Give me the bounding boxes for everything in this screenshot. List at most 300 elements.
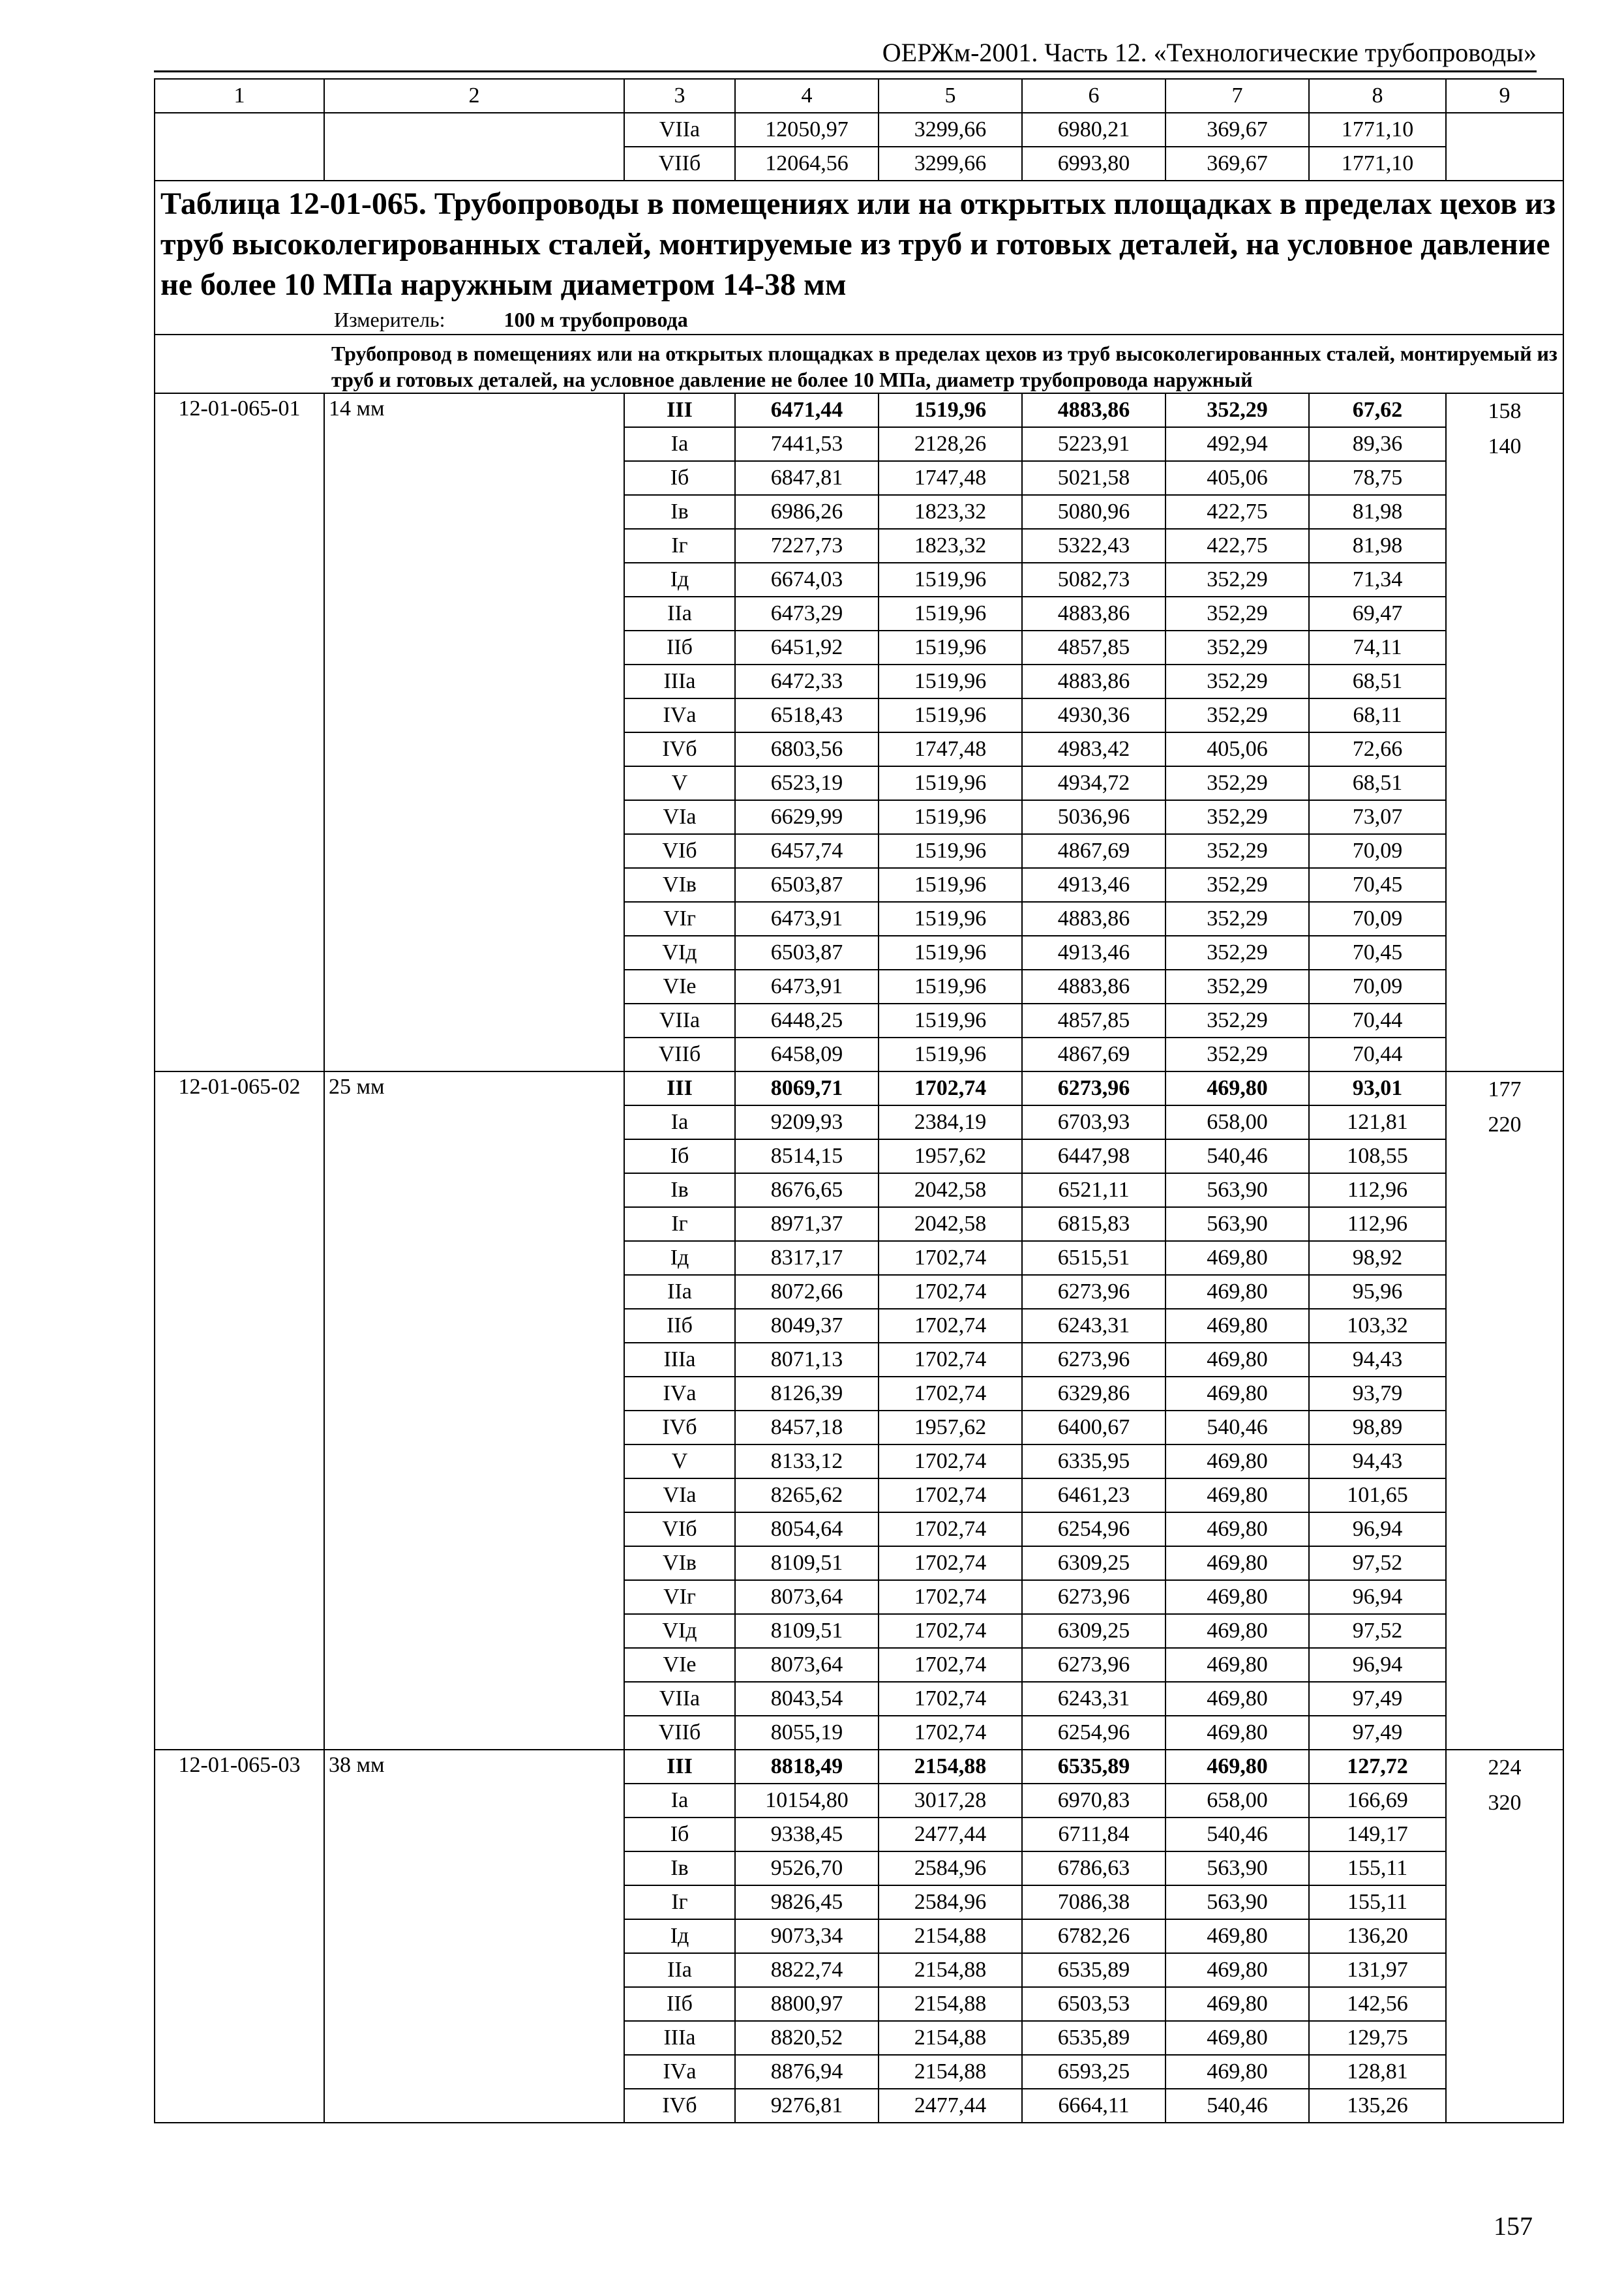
value-cell: 9338,45 <box>735 1818 879 1851</box>
table-description: Трубопровод в помещениях или на открытых площадках в пределах цехов из труб высоколегированных сталей, монтируемый из труб и готовых деталей, на условное давление не более 10 МПа, диаметр трубопровода наружный <box>155 335 1563 393</box>
value-cell: 6451,92 <box>735 631 879 665</box>
value-cell: 352,29 <box>1165 393 1309 427</box>
value-cell: 2042,58 <box>879 1173 1022 1207</box>
value-cell: 6986,26 <box>735 495 879 529</box>
zone-cell: III <box>624 393 735 427</box>
value-cell: 6471,44 <box>735 393 879 427</box>
value-cell: 469,80 <box>1165 1444 1309 1478</box>
pipe-diameter: 14 мм <box>324 393 624 1071</box>
value-cell: 6503,87 <box>735 936 879 970</box>
value-cell: 1771,10 <box>1309 147 1446 181</box>
value-cell: 4867,69 <box>1022 1038 1165 1071</box>
value-cell: 352,29 <box>1165 597 1309 631</box>
mass-value: 177 <box>1488 1077 1522 1101</box>
zone-cell: VIIа <box>624 113 735 147</box>
value-cell: 540,46 <box>1165 2089 1309 2123</box>
value-cell: 4934,72 <box>1022 766 1165 800</box>
value-cell: 563,90 <box>1165 1173 1309 1207</box>
value-cell: 1823,32 <box>879 529 1022 563</box>
value-cell: 78,75 <box>1309 461 1446 495</box>
value-cell: 93,01 <box>1309 1071 1446 1105</box>
value-cell: 658,00 <box>1165 1105 1309 1139</box>
value-cell: 12050,97 <box>735 113 879 147</box>
zone-cell: V <box>624 1444 735 1478</box>
zone-cell: V <box>624 766 735 800</box>
value-cell: 4913,46 <box>1022 936 1165 970</box>
value-cell: 70,09 <box>1309 970 1446 1004</box>
empty-mass-cell <box>1446 113 1563 181</box>
value-cell: 96,94 <box>1309 1648 1446 1682</box>
value-cell: 352,29 <box>1165 1004 1309 1038</box>
value-cell: 1519,96 <box>879 1004 1022 1038</box>
zone-cell: Iб <box>624 1818 735 1851</box>
value-cell: 97,49 <box>1309 1682 1446 1716</box>
value-cell: 6782,26 <box>1022 1919 1165 1953</box>
value-cell: 8876,94 <box>735 2055 879 2089</box>
value-cell: 469,80 <box>1165 1648 1309 1682</box>
zone-cell: VIа <box>624 1478 735 1512</box>
value-cell: 1702,74 <box>879 1377 1022 1411</box>
value-cell: 352,29 <box>1165 868 1309 902</box>
zone-cell: Iв <box>624 1173 735 1207</box>
value-cell: 1519,96 <box>879 766 1022 800</box>
column-number: 7 <box>1165 79 1309 113</box>
value-cell: 1702,74 <box>879 1512 1022 1546</box>
value-cell: 96,94 <box>1309 1512 1446 1546</box>
zone-cell: IVа <box>624 698 735 732</box>
value-cell: 8317,17 <box>735 1241 879 1275</box>
value-cell: 352,29 <box>1165 834 1309 868</box>
column-number: 2 <box>324 79 624 113</box>
value-cell: 469,80 <box>1165 1716 1309 1750</box>
value-cell: 469,80 <box>1165 1071 1309 1105</box>
zone-cell: IIб <box>624 631 735 665</box>
value-cell: 6243,31 <box>1022 1309 1165 1343</box>
value-cell: 9826,45 <box>735 1885 879 1919</box>
value-cell: 9526,70 <box>735 1851 879 1885</box>
value-cell: 6329,86 <box>1022 1377 1165 1411</box>
value-cell: 8265,62 <box>735 1478 879 1512</box>
value-cell: 469,80 <box>1165 1343 1309 1377</box>
zone-cell: IVа <box>624 2055 735 2089</box>
value-cell: 94,43 <box>1309 1444 1446 1478</box>
value-cell: 658,00 <box>1165 1784 1309 1818</box>
value-cell: 68,51 <box>1309 766 1446 800</box>
value-cell: 469,80 <box>1165 1241 1309 1275</box>
value-cell: 6629,99 <box>735 800 879 834</box>
value-cell: 6273,96 <box>1022 1071 1165 1105</box>
value-cell: 1519,96 <box>879 563 1022 597</box>
value-cell: 6400,67 <box>1022 1411 1165 1444</box>
value-cell: 6461,23 <box>1022 1478 1165 1512</box>
value-cell: 6473,29 <box>735 597 879 631</box>
rate-code: 12-01-065-02 <box>155 1071 324 1750</box>
value-cell: 70,09 <box>1309 902 1446 936</box>
value-cell: 469,80 <box>1165 1275 1309 1309</box>
value-cell: 6503,87 <box>735 868 879 902</box>
value-cell: 469,80 <box>1165 2021 1309 2055</box>
value-cell: 422,75 <box>1165 529 1309 563</box>
value-cell: 8072,66 <box>735 1275 879 1309</box>
value-cell: 6335,95 <box>1022 1444 1165 1478</box>
zone-cell: VIг <box>624 1580 735 1614</box>
value-cell: 97,52 <box>1309 1614 1446 1648</box>
value-cell: 2042,58 <box>879 1207 1022 1241</box>
zone-cell: Iв <box>624 495 735 529</box>
mass-cell <box>1446 1750 1563 2123</box>
value-cell: 3017,28 <box>879 1784 1022 1818</box>
value-cell: 70,44 <box>1309 1004 1446 1038</box>
value-cell: 6786,63 <box>1022 1851 1165 1885</box>
column-number: 3 <box>624 79 735 113</box>
value-cell: 149,17 <box>1309 1818 1446 1851</box>
rate-code: 12-01-065-03 <box>155 1750 324 2123</box>
value-cell: 6664,11 <box>1022 2089 1165 2123</box>
value-cell: 8055,19 <box>735 1716 879 1750</box>
zone-cell: IIа <box>624 1275 735 1309</box>
zone-cell: IIа <box>624 1953 735 1987</box>
zone-cell: VIг <box>624 902 735 936</box>
value-cell: 95,96 <box>1309 1275 1446 1309</box>
value-cell: 3299,66 <box>879 113 1022 147</box>
mass-value: 224 <box>1488 1756 1522 1780</box>
value-cell: 1519,96 <box>879 393 1022 427</box>
value-cell: 1702,74 <box>879 1444 1022 1478</box>
value-cell: 352,29 <box>1165 665 1309 698</box>
value-cell: 469,80 <box>1165 1987 1309 2021</box>
mass-value: 320 <box>1488 1791 1522 1815</box>
value-cell: 2154,88 <box>879 1953 1022 1987</box>
value-cell: 129,75 <box>1309 2021 1446 2055</box>
value-cell: 1519,96 <box>879 902 1022 936</box>
value-cell: 2154,88 <box>879 1919 1022 1953</box>
value-cell: 352,29 <box>1165 563 1309 597</box>
value-cell: 5082,73 <box>1022 563 1165 597</box>
zone-cell: III <box>624 1750 735 1784</box>
column-number: 8 <box>1309 79 1446 113</box>
value-cell: 1747,48 <box>879 461 1022 495</box>
value-cell: 9276,81 <box>735 2089 879 2123</box>
value-cell: 8073,64 <box>735 1648 879 1682</box>
value-cell: 1702,74 <box>879 1343 1022 1377</box>
value-cell: 8054,64 <box>735 1512 879 1546</box>
value-cell: 1519,96 <box>879 1038 1022 1071</box>
value-cell: 2584,96 <box>879 1851 1022 1885</box>
value-cell: 8818,49 <box>735 1750 879 1784</box>
value-cell: 369,67 <box>1165 147 1309 181</box>
zone-cell: VIе <box>624 1648 735 1682</box>
value-cell: 6457,74 <box>735 834 879 868</box>
mass-cell <box>1446 1071 1563 1750</box>
value-cell: 2584,96 <box>879 1885 1022 1919</box>
value-cell: 563,90 <box>1165 1207 1309 1241</box>
zone-cell: VIд <box>624 936 735 970</box>
value-cell: 1519,96 <box>879 834 1022 868</box>
zone-cell: III <box>624 1071 735 1105</box>
value-cell: 5223,91 <box>1022 427 1165 461</box>
zone-cell: Iа <box>624 427 735 461</box>
value-cell: 112,96 <box>1309 1173 1446 1207</box>
value-cell: 1957,62 <box>879 1411 1022 1444</box>
value-cell: 98,92 <box>1309 1241 1446 1275</box>
value-cell: 6535,89 <box>1022 2021 1165 2055</box>
value-cell: 81,98 <box>1309 529 1446 563</box>
header-rule <box>154 70 1537 72</box>
value-cell: 70,45 <box>1309 868 1446 902</box>
value-cell: 72,66 <box>1309 732 1446 766</box>
value-cell: 9073,34 <box>735 1919 879 1953</box>
value-cell: 136,20 <box>1309 1919 1446 1953</box>
value-cell: 4883,86 <box>1022 597 1165 631</box>
column-number: 9 <box>1446 79 1563 113</box>
zone-cell: VIIа <box>624 1682 735 1716</box>
value-cell: 1519,96 <box>879 597 1022 631</box>
value-cell: 6273,96 <box>1022 1580 1165 1614</box>
value-cell: 6473,91 <box>735 902 879 936</box>
value-cell: 6254,96 <box>1022 1716 1165 1750</box>
value-cell: 2154,88 <box>879 1750 1022 1784</box>
value-cell: 8071,13 <box>735 1343 879 1377</box>
zone-cell: VIIа <box>624 1004 735 1038</box>
value-cell: 8800,97 <box>735 1987 879 2021</box>
value-cell: 4983,42 <box>1022 732 1165 766</box>
mass-value: 220 <box>1488 1113 1522 1137</box>
value-cell: 68,11 <box>1309 698 1446 732</box>
value-cell: 6674,03 <box>735 563 879 597</box>
value-cell: 7086,38 <box>1022 1885 1165 1919</box>
value-cell: 1702,74 <box>879 1614 1022 1648</box>
value-cell: 9209,93 <box>735 1105 879 1139</box>
zone-cell: IVа <box>624 1377 735 1411</box>
empty-code-cell <box>155 113 324 181</box>
value-cell: 4883,86 <box>1022 902 1165 936</box>
zone-cell: Iд <box>624 1919 735 1953</box>
value-cell: 67,62 <box>1309 393 1446 427</box>
value-cell: 6309,25 <box>1022 1614 1165 1648</box>
value-cell: 4913,46 <box>1022 868 1165 902</box>
zone-cell: IVб <box>624 732 735 766</box>
value-cell: 6273,96 <box>1022 1275 1165 1309</box>
value-cell: 352,29 <box>1165 902 1309 936</box>
value-cell: 155,11 <box>1309 1885 1446 1919</box>
value-cell: 6803,56 <box>735 732 879 766</box>
zone-cell: Iд <box>624 563 735 597</box>
zone-cell: VIа <box>624 800 735 834</box>
value-cell: 8069,71 <box>735 1071 879 1105</box>
value-cell: 4883,86 <box>1022 665 1165 698</box>
value-cell: 1519,96 <box>879 936 1022 970</box>
table-title-cell <box>155 181 1563 335</box>
value-cell: 1702,74 <box>879 1580 1022 1614</box>
value-cell: 6472,33 <box>735 665 879 698</box>
continuation-row <box>155 113 1563 147</box>
value-cell: 128,81 <box>1309 2055 1446 2089</box>
value-cell: 3299,66 <box>879 147 1022 181</box>
value-cell: 469,80 <box>1165 1919 1309 1953</box>
value-cell: 5322,43 <box>1022 529 1165 563</box>
zone-cell: VIб <box>624 1512 735 1546</box>
value-cell: 2154,88 <box>879 2055 1022 2089</box>
table-row <box>155 1071 1563 1105</box>
value-cell: 8049,37 <box>735 1309 879 1343</box>
zone-cell: Iг <box>624 1207 735 1241</box>
value-cell: 1702,74 <box>879 1648 1022 1682</box>
value-cell: 1519,96 <box>879 970 1022 1004</box>
value-cell: 492,94 <box>1165 427 1309 461</box>
page-header: ОЕРЖм-2001. Часть 12. «Технологические трубопроводы» <box>882 38 1537 67</box>
value-cell: 469,80 <box>1165 1750 1309 1784</box>
value-cell: 8457,18 <box>735 1411 879 1444</box>
value-cell: 2128,26 <box>879 427 1022 461</box>
value-cell: 94,43 <box>1309 1343 1446 1377</box>
value-cell: 103,32 <box>1309 1309 1446 1343</box>
zone-cell: VIб <box>624 834 735 868</box>
table-row <box>155 1750 1563 1784</box>
value-cell: 7441,53 <box>735 427 879 461</box>
value-cell: 5036,96 <box>1022 800 1165 834</box>
value-cell: 6980,21 <box>1022 113 1165 147</box>
value-cell: 135,26 <box>1309 2089 1446 2123</box>
value-cell: 563,90 <box>1165 1851 1309 1885</box>
value-cell: 6593,25 <box>1022 2055 1165 2089</box>
value-cell: 12064,56 <box>735 147 879 181</box>
value-cell: 155,11 <box>1309 1851 1446 1885</box>
value-cell: 68,51 <box>1309 665 1446 698</box>
value-cell: 6518,43 <box>735 698 879 732</box>
value-cell: 1702,74 <box>879 1478 1022 1512</box>
value-cell: 4857,85 <box>1022 1004 1165 1038</box>
value-cell: 469,80 <box>1165 1377 1309 1411</box>
description-row <box>155 335 1563 393</box>
value-cell: 97,49 <box>1309 1716 1446 1750</box>
value-cell: 70,09 <box>1309 834 1446 868</box>
value-cell: 6521,11 <box>1022 1173 1165 1207</box>
value-cell: 6711,84 <box>1022 1818 1165 1851</box>
value-cell: 70,45 <box>1309 936 1446 970</box>
value-cell: 1771,10 <box>1309 113 1446 147</box>
value-cell: 4883,86 <box>1022 970 1165 1004</box>
value-cell: 469,80 <box>1165 1309 1309 1343</box>
value-cell: 352,29 <box>1165 800 1309 834</box>
value-cell: 352,29 <box>1165 970 1309 1004</box>
value-cell: 2477,44 <box>879 2089 1022 2123</box>
mass-cell <box>1446 393 1563 1071</box>
value-cell: 101,65 <box>1309 1478 1446 1512</box>
value-cell: 6448,25 <box>735 1004 879 1038</box>
zone-cell: IVб <box>624 1411 735 1444</box>
value-cell: 6703,93 <box>1022 1105 1165 1139</box>
value-cell: 405,06 <box>1165 732 1309 766</box>
rates-table <box>154 78 1564 2123</box>
pipe-diameter: 25 мм <box>324 1071 624 1750</box>
value-cell: 5021,58 <box>1022 461 1165 495</box>
value-cell: 6243,31 <box>1022 1682 1165 1716</box>
value-cell: 469,80 <box>1165 2055 1309 2089</box>
value-cell: 10154,80 <box>735 1784 879 1818</box>
value-cell: 352,29 <box>1165 766 1309 800</box>
value-cell: 2384,19 <box>879 1105 1022 1139</box>
zone-cell: VIIб <box>624 1038 735 1071</box>
value-cell: 540,46 <box>1165 1139 1309 1173</box>
value-cell: 1519,96 <box>879 665 1022 698</box>
value-cell: 8133,12 <box>735 1444 879 1478</box>
value-cell: 6309,25 <box>1022 1546 1165 1580</box>
empty-name-cell <box>324 113 624 181</box>
value-cell: 1702,74 <box>879 1241 1022 1275</box>
value-cell: 352,29 <box>1165 936 1309 970</box>
value-cell: 469,80 <box>1165 1512 1309 1546</box>
value-cell: 1702,74 <box>879 1071 1022 1105</box>
zone-cell: IIIа <box>624 665 735 698</box>
value-cell: 540,46 <box>1165 1818 1309 1851</box>
zone-cell: IIб <box>624 1987 735 2021</box>
zone-cell: VIIб <box>624 1716 735 1750</box>
zone-cell: Iд <box>624 1241 735 1275</box>
zone-cell: Iа <box>624 1105 735 1139</box>
zone-cell: VIе <box>624 970 735 1004</box>
rate-code: 12-01-065-01 <box>155 393 324 1071</box>
value-cell: 1702,74 <box>879 1716 1022 1750</box>
value-cell: 127,72 <box>1309 1750 1446 1784</box>
value-cell: 8971,37 <box>735 1207 879 1241</box>
value-cell: 1702,74 <box>879 1275 1022 1309</box>
column-number: 6 <box>1022 79 1165 113</box>
value-cell: 71,34 <box>1309 563 1446 597</box>
value-cell: 469,80 <box>1165 1478 1309 1512</box>
value-cell: 1702,74 <box>879 1309 1022 1343</box>
value-cell: 6273,96 <box>1022 1648 1165 1682</box>
value-cell: 6515,51 <box>1022 1241 1165 1275</box>
value-cell: 1747,48 <box>879 732 1022 766</box>
zone-cell: Iг <box>624 529 735 563</box>
table-title: Таблица 12-01-065. Трубопроводы в помещениях или на открытых площадках в пределах цехов из труб высоколегированных сталей, монтируемые из труб и готовых деталей, на условное давление не более 10 МПа наружным диаметром 14-38 мм <box>160 187 1556 302</box>
zone-cell: VIв <box>624 1546 735 1580</box>
value-cell: 6535,89 <box>1022 1750 1165 1784</box>
value-cell: 1702,74 <box>879 1682 1022 1716</box>
column-number: 1 <box>155 79 324 113</box>
table-row <box>155 393 1563 427</box>
mass-value: 140 <box>1488 434 1522 458</box>
value-cell: 5080,96 <box>1022 495 1165 529</box>
value-cell: 352,29 <box>1165 1038 1309 1071</box>
value-cell: 352,29 <box>1165 698 1309 732</box>
value-cell: 4867,69 <box>1022 834 1165 868</box>
value-cell: 1519,96 <box>879 698 1022 732</box>
value-cell: 108,55 <box>1309 1139 1446 1173</box>
value-cell: 93,79 <box>1309 1377 1446 1411</box>
value-cell: 8126,39 <box>735 1377 879 1411</box>
value-cell: 8822,74 <box>735 1953 879 1987</box>
zone-cell: VIIб <box>624 147 735 181</box>
value-cell: 6273,96 <box>1022 1343 1165 1377</box>
value-cell: 166,69 <box>1309 1784 1446 1818</box>
value-cell: 2154,88 <box>879 2021 1022 2055</box>
value-cell: 6458,09 <box>735 1038 879 1071</box>
value-cell: 540,46 <box>1165 1411 1309 1444</box>
zone-cell: IIб <box>624 1309 735 1343</box>
column-number-row <box>155 79 1563 113</box>
value-cell: 8676,65 <box>735 1173 879 1207</box>
zone-cell: IIа <box>624 597 735 631</box>
value-cell: 8820,52 <box>735 2021 879 2055</box>
value-cell: 6447,98 <box>1022 1139 1165 1173</box>
value-cell: 1702,74 <box>879 1546 1022 1580</box>
value-cell: 6535,89 <box>1022 1953 1165 1987</box>
value-cell: 8109,51 <box>735 1546 879 1580</box>
value-cell: 1519,96 <box>879 868 1022 902</box>
zone-cell: Iб <box>624 461 735 495</box>
value-cell: 74,11 <box>1309 631 1446 665</box>
